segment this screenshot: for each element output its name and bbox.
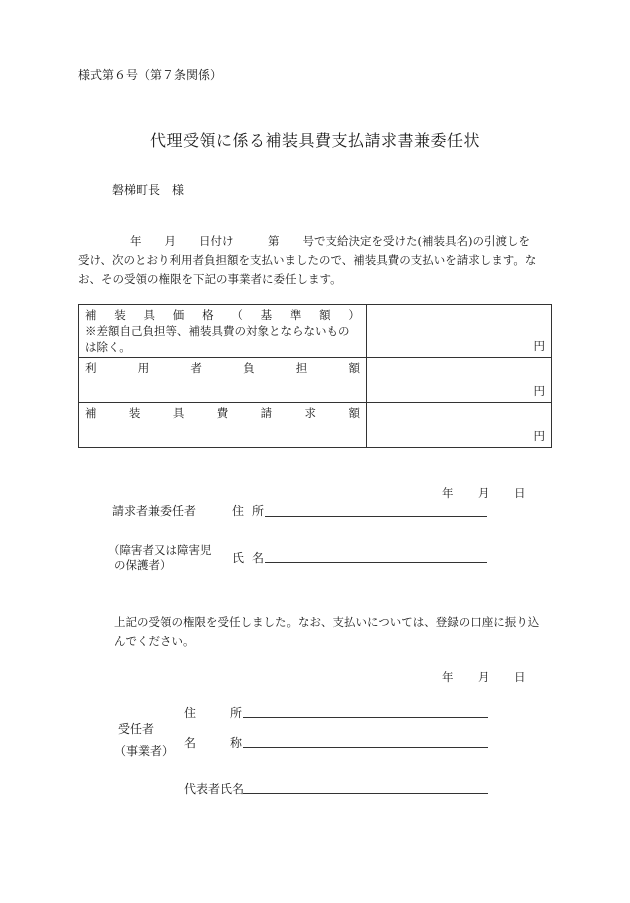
intro-paragraph [78,232,553,289]
user-burden-label: 利 用 者 負 担 額 [79,358,367,403]
requester-address-label: 住 所 [232,504,264,518]
agent-representative-label: 代表者氏名 [184,782,245,796]
agent-role: 受任者 [118,722,155,736]
requester-address-field[interactable] [265,516,487,517]
device-price-label [79,305,367,358]
table-row-user-burden [79,358,552,403]
addressee: 磐梯町長 様 [112,183,185,197]
requester-role-note-1: （障害者又は障害児 [108,543,212,557]
acceptance-line-2: んでください。 [114,634,195,648]
intro-line-2: 受け、次のとおり利用者負担額を支払いましたので、補装具費の支払いを請求します。な [78,253,537,267]
requester-role: 請求者兼委任者 [112,504,197,518]
year-label: 年 [442,486,454,500]
acceptance-date[interactable] [442,669,526,685]
user-burden-value-cell[interactable] [367,358,552,403]
claim-amount-label: 補 装 具 費 請 求 額 [79,403,367,448]
yen-unit: 円 [533,339,545,353]
month-label: 月 [478,670,490,684]
agent-representative-field[interactable] [243,793,488,794]
acceptance-paragraph [114,613,554,651]
device-price-value-cell[interactable] [367,305,552,358]
day-label: 日 [514,486,526,500]
intro-line-1: 年 月 日付け 第 号で支給決定を受けた(補装具名)の引渡しを [130,234,530,248]
yen-unit: 円 [533,429,545,443]
document-title: 代理受領に係る補装具費支払請求書兼委任状 [149,131,480,150]
agent-address-field[interactable] [243,717,488,718]
requester-role-note-2: の保護者） [114,558,172,572]
device-price-note-2: は除く。 [85,340,131,354]
claim-amount-value-cell[interactable] [367,403,552,448]
device-price-note-1: ※差額自己負担等、補装具費の対象とならないもの [85,324,350,338]
acceptance-line-1: 上記の受領の権限を受任しました。なお、支払いについては、登録の口座に振り込 [114,615,540,629]
table-row-claim-amount [79,403,552,448]
amount-table [78,304,552,448]
year-label: 年 [442,670,454,684]
intro-line-3: お、その受領の権限を下記の事業者に委任します。 [78,272,342,286]
yen-unit: 円 [533,384,545,398]
agent-role-note: （事業者） [114,744,175,758]
device-price-title: 補 装 具 価 格 （ 基 準 額 ） [85,308,360,322]
requester-name-field[interactable] [265,562,487,563]
agent-name-label: 名 称 [184,736,242,750]
request-date[interactable] [442,485,526,501]
requester-name-label: 氏 名 [232,551,264,565]
form-number: 様式第６号（第７条関係） [78,68,223,82]
table-row-device-price [79,305,552,358]
agent-address-label: 住 所 [184,706,242,720]
day-label: 日 [514,670,526,684]
month-label: 月 [478,486,490,500]
agent-name-field[interactable] [243,747,488,748]
